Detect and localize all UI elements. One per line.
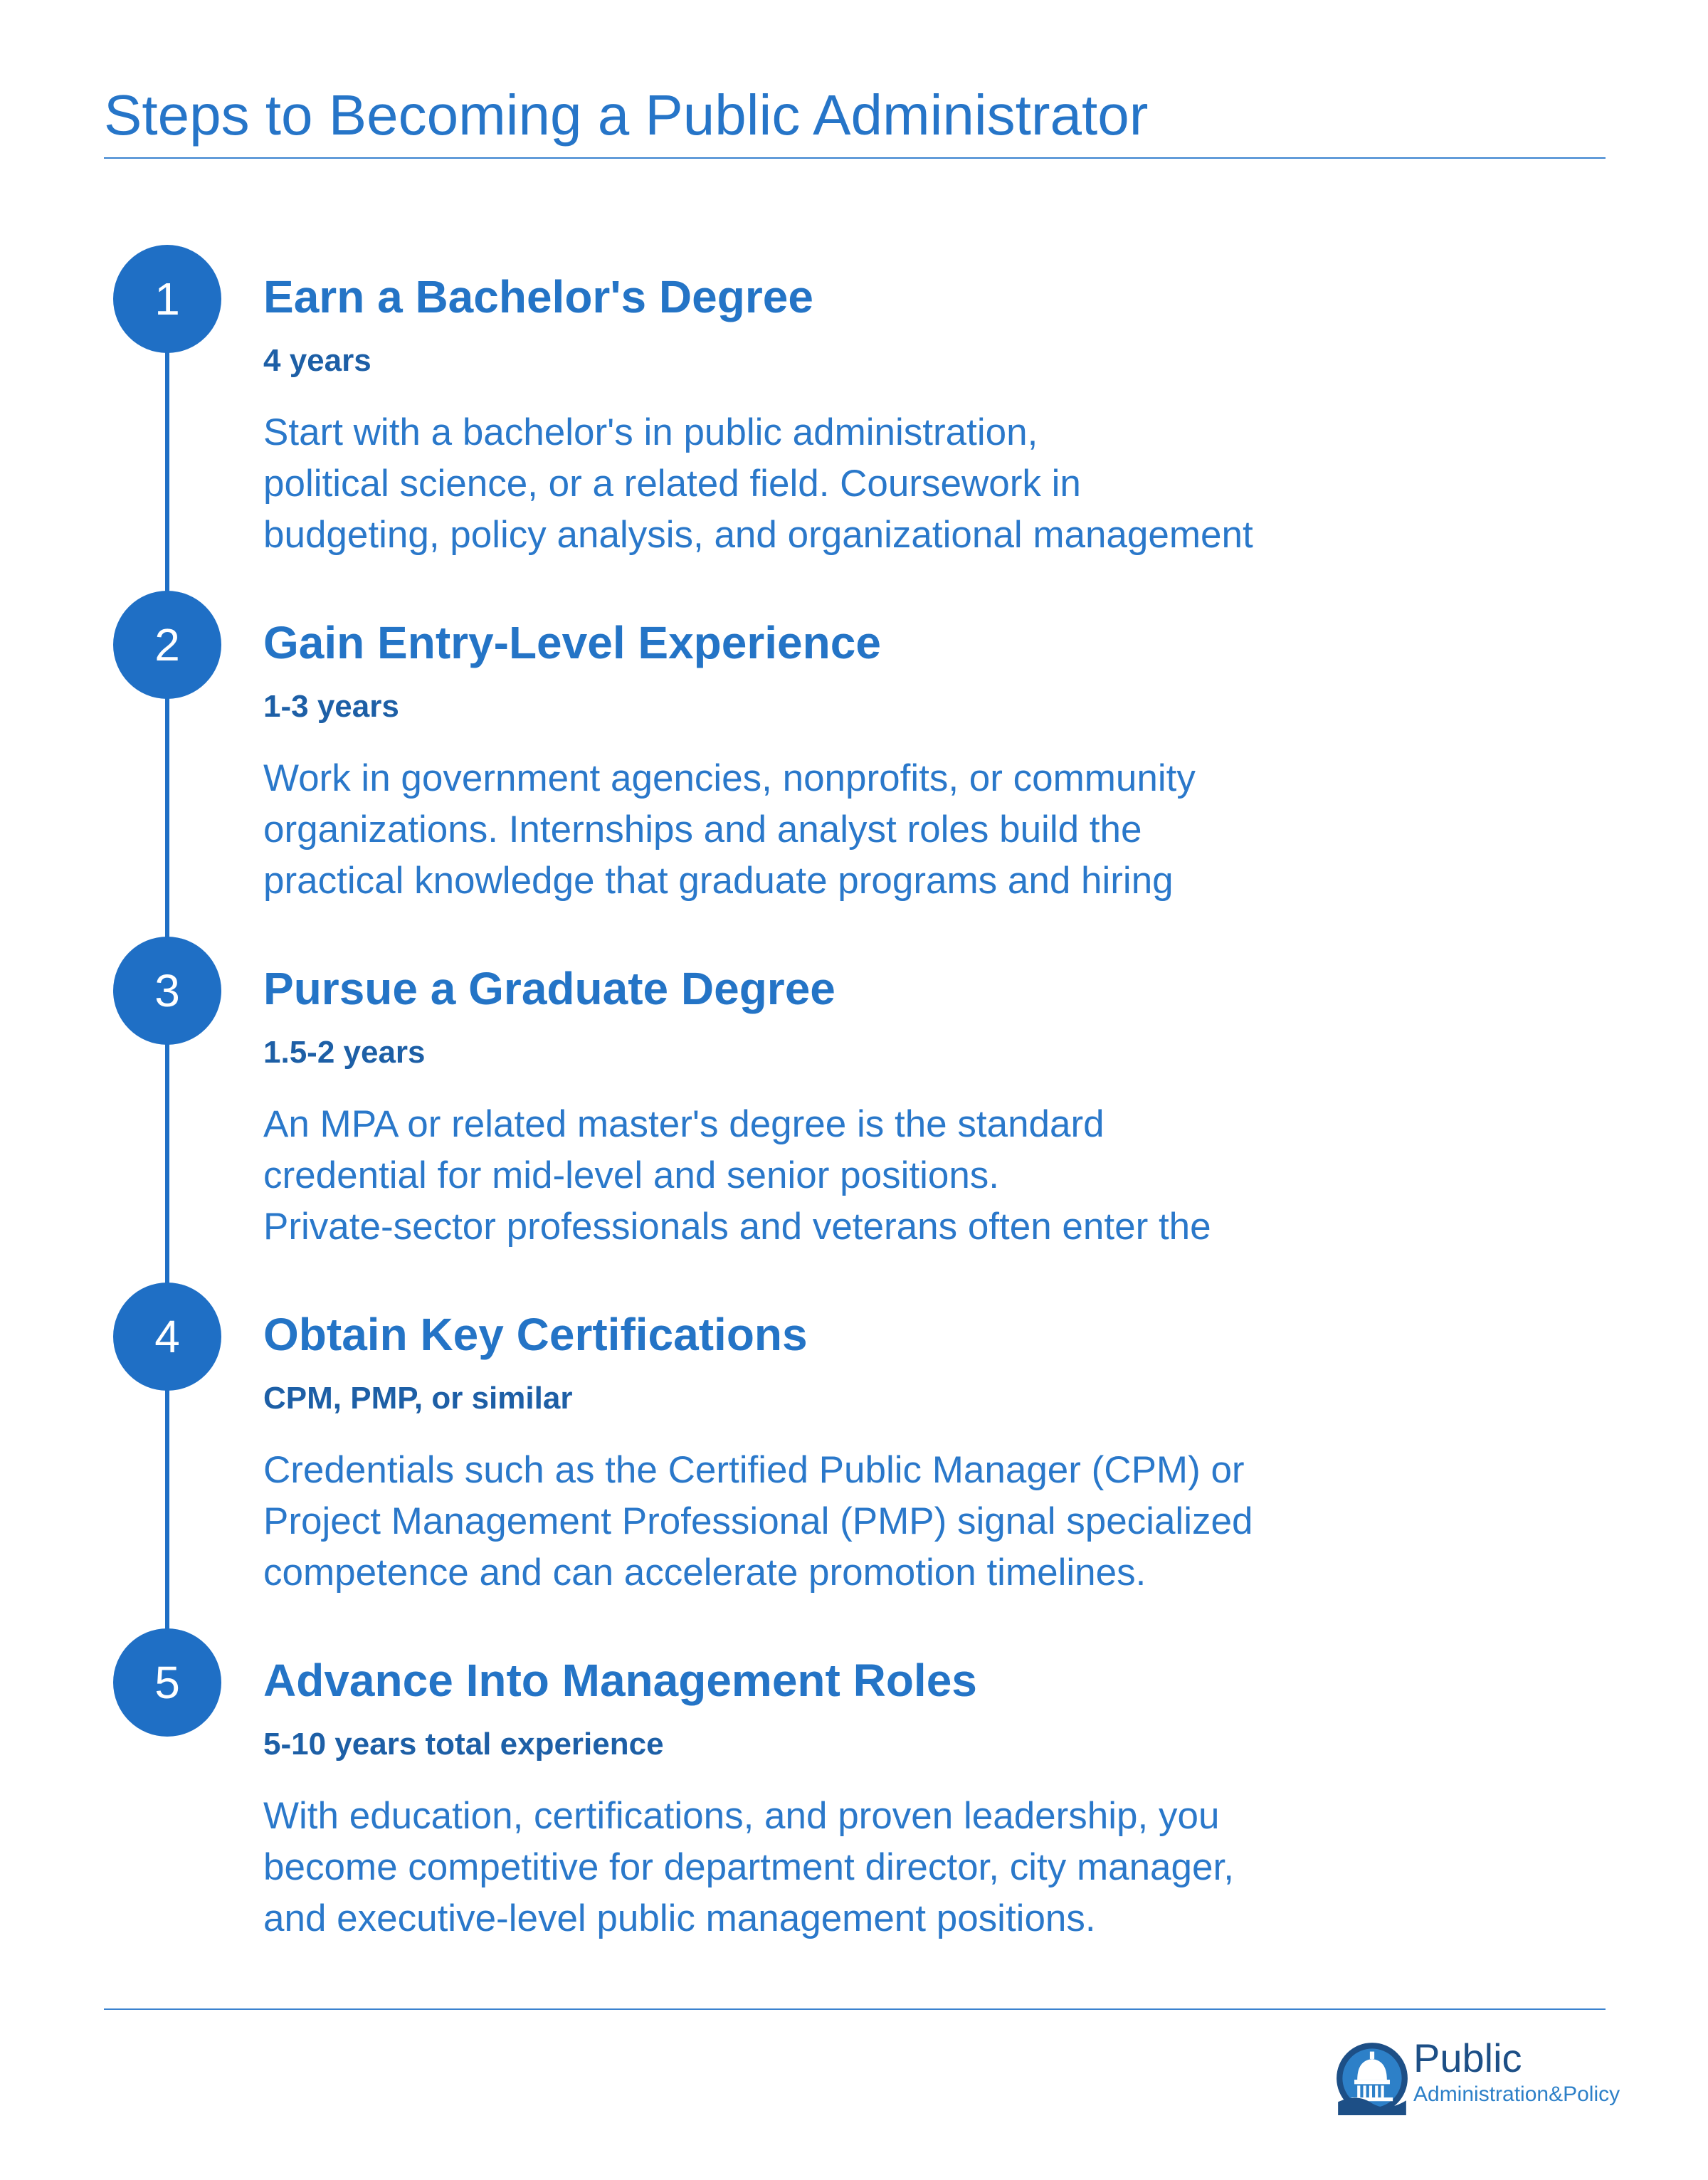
header-divider (104, 157, 1606, 159)
step-number-badge: 2 (113, 591, 221, 699)
step-duration: CPM, PMP, or similar (263, 1381, 573, 1416)
step-duration: 1.5-2 years (263, 1035, 426, 1070)
step-number-badge: 4 (113, 1283, 221, 1391)
step-description (263, 407, 1430, 561)
step-description-line: become competitive for department director, city manager, (263, 1846, 1234, 1888)
step-title: Obtain Key Certifications (263, 1309, 808, 1360)
step-duration: 1-3 years (263, 689, 399, 724)
step-description-line: practical knowledge that graduate programs and hiring (263, 860, 1174, 902)
brand-logo (1335, 2036, 1620, 2129)
logo-wordmark-public: Public (1413, 2036, 1522, 2080)
step-description-line: Work in government agencies, nonprofits, or community (263, 757, 1196, 799)
step-description (263, 1099, 1430, 1253)
step-title: Pursue a Graduate Degree (263, 963, 835, 1014)
step-description-line: An MPA or related master's degree is the standard (263, 1103, 1105, 1145)
step-description-line: With education, certifications, and proven leadership, you (263, 1795, 1220, 1837)
capitol-dome-icon (1335, 2041, 1409, 2115)
page-title: Steps to Becoming a Public Administrator (104, 83, 1149, 147)
footer-divider (104, 2008, 1606, 2010)
step-description-line: Project Management Professional (PMP) signal specialized (263, 1500, 1253, 1542)
step-description-line: and executive-level public management positions. (263, 1897, 1096, 1939)
step-number-badge: 5 (113, 1628, 221, 1737)
step-duration: 5-10 years total experience (263, 1727, 664, 1762)
step-description (263, 1791, 1430, 1944)
step-title: Earn a Bachelor's Degree (263, 271, 813, 322)
logo-wordmark-subtitle: Administration&Policy (1413, 2082, 1620, 2106)
step-description-line: budgeting, policy analysis, and organizational management (263, 514, 1253, 556)
step-duration: 4 years (263, 343, 371, 378)
step-number-badge: 3 (113, 937, 221, 1045)
step-description-line: Private-sector professionals and veterans often enter the (263, 1206, 1211, 1248)
step-description-line: credential for mid-level and senior positions. (263, 1154, 1000, 1196)
step-description (263, 1445, 1430, 1599)
step-description (263, 753, 1430, 907)
step-description-line: Credentials such as the Certified Public Manager (CPM) or (263, 1449, 1245, 1491)
step-description-line: organizations. Internships and analyst roles build the (263, 809, 1142, 851)
step-description-line: competence and can accelerate promotion timelines. (263, 1552, 1146, 1594)
step-number-badge: 1 (113, 245, 221, 353)
step-description-line: political science, or a related field. Coursework in (263, 463, 1081, 505)
step-title: Advance Into Management Roles (263, 1655, 977, 1706)
step-title: Gain Entry-Level Experience (263, 617, 881, 668)
step-description-line: Start with a bachelor's in public administration, (263, 411, 1038, 453)
